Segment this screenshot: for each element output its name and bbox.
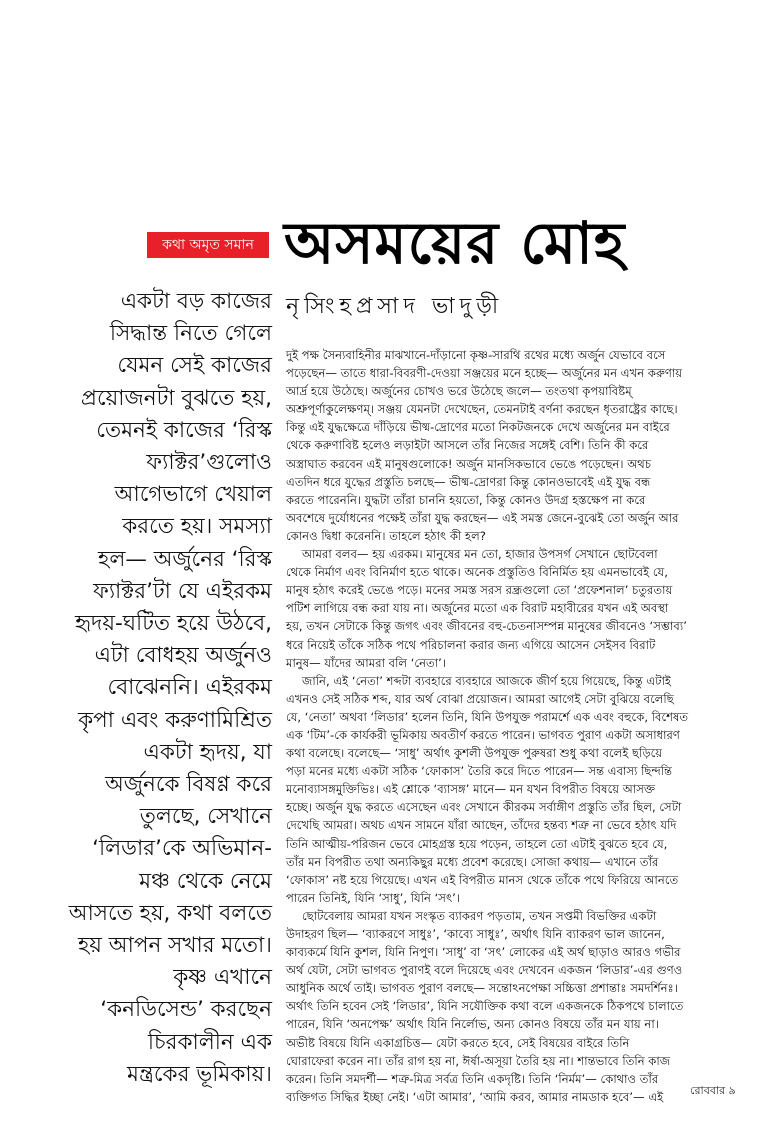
- pull-quote-line: আসতে হয়, কথা বলতে: [68, 900, 272, 926]
- body-text-line: পটিশ লাগিয়ে বন্ধ করা যায় না। অর্জুনের মতো এক বিরাট মহাবীরের যখন এই অবস্থা: [286, 601, 669, 616]
- body-text-line: করেন। তিনি সমদর্শী— শত্রু-মিত্র সর্বত্র তিনি একদৃষ্টি। তিনি ‘নির্মম’— কোথাও তাঁর: [286, 1071, 659, 1086]
- pull-quote-line: হল— অর্জুনের ‘রিস্ক: [98, 546, 272, 572]
- pull-quote-line: করতে হয়। সমস্যা: [122, 514, 272, 540]
- body-text-line: পড়া মনের মধ্যে একটা সঠিক ‘ফোকাস’ তৈরি করে দিতে পারেন— সন্ত এবাস্য ছিন্দন্তি: [286, 764, 673, 779]
- pull-quote-line: এটা বোধহয় অর্জুনও: [94, 643, 272, 669]
- body-text-line: ঘোরাফেরা করেন না। তাঁর রাগ হয় না, ঈর্ষা-অসূয়া তৈরি হয় না। শান্তভাবে তিনি কাজ: [286, 1053, 671, 1068]
- pull-quote-line: কৃষ্ণ এখানে: [173, 965, 272, 991]
- body-text-line: থেকে নির্মাণ এবং বিনির্মাণ হতে থাকে। অনেক প্রস্তুতিও বিনির্মিত হয় এমনভাবেই যে,: [286, 565, 668, 580]
- pull-quote-line: হয় আপন সখার মতো।: [78, 933, 272, 959]
- pull-quote-line: আগেভাগে খেয়াল: [114, 482, 272, 508]
- body-text-line: ‘ফোকাস’ নষ্ট হয়ে গিয়েছে। এখন এই বিপরীত মানস থেকে তাঁকে পথে ফিরিয়ে আনতে: [286, 872, 679, 887]
- body-text-line: কাব্যকর্মে যিনি কুশল, যিনি নিপুণ। ‘সাধু’ বা ‘সৎ’ লোকের এই অর্থ ছাড়াও আরও গভীর: [286, 945, 681, 960]
- section-tag: কথা অমৃত সমান: [147, 232, 269, 258]
- body-text-line: অবশেষে দুর্যোধনের পক্ষেই তাঁরা যুদ্ধ করছেন— এই সমস্ত জেনে-বুঝেই তো অর্জুন আর: [286, 510, 679, 525]
- author-byline: নৃসিংহপ্রসাদ ভাদুড়ী: [286, 294, 504, 319]
- pull-quote-line: ‘কনডিসেন্ড’ করছেন: [100, 997, 272, 1023]
- article-body: [286, 346, 748, 1106]
- body-text-line: পারেন তিনিই, যিনি ‘সাধু’, যিনি ‘সৎ’।: [286, 890, 460, 905]
- body-text-line: কিন্তু এই যুদ্ধক্ষেত্রে দাঁড়িয়ে ভীষ্ম-দ্রোণের মতো নিকটজনকে দেখে অর্জুনের মন বাইরে: [286, 420, 670, 435]
- article-title: অসময়ের মোহ: [284, 209, 626, 277]
- body-text-line: পারেন, যিনি ‘অনপেক্ষ’ অর্থাৎ যিনি নির্লোভ, অন্য কোনও বিষয়ে তাঁর মন যায় না।: [286, 1017, 659, 1032]
- body-text-line: দুই পক্ষ সৈন্যবাহিনীর মাঝখানে-দাঁড়ানো কৃষ্ণ-সারথি রথের মধ্যে অর্জুন যেভাবে বসে: [286, 348, 666, 362]
- body-text-line: অর্থাৎ তিনি হবেন সেই ‘লিডার’, যিনি সযৌক্তিক কথা বলে একজনকে ঠিকপথে চালাতে: [286, 999, 684, 1014]
- pull-quote-line: মঞ্চ থেকে নেমে: [139, 868, 272, 894]
- body-text-line: অশ্রুপূর্ণাকুলেক্ষণম্। সঞ্জয় যেমনটা দেখেছেন, তেমনটাই বর্ণনা করছেন ধৃতরাষ্ট্রের কাছে।: [286, 402, 678, 417]
- body-text-line: মানুষ— যাঁদের আমরা বলি ‘নেতা’।: [286, 655, 446, 670]
- body-text-line: ধরে নিয়েই তাঁকে সঠিক পথে পরিচালনা করার জন্য এগিয়ে আসেন সেইসব বিরাট: [286, 637, 656, 652]
- body-text-line: ছোটবেলায় আমরা যখন সংস্কৃত ব্যাকরণ পড়তাম, তখন সপ্তমী বিভক্তির একটা: [302, 908, 657, 923]
- body-text-line: এতদিন ধরে যুদ্ধের প্রস্তুতি চলছে— ভীষ্ম-দ্রোণরা কিন্তু কোনওভাবেই এই যুদ্ধ বন্ধ: [286, 474, 651, 489]
- body-text-line: যে, ‘নেতা’ অথবা ‘লিডার’ হলেন তিনি, যিনি উপযুক্ত পরামর্শে এক এবং বহুকে, বিশেষত: [286, 709, 689, 724]
- body-text-line: থেকে করুণাবিষ্ট হলেও লড়াইটা আসলে তাঁর নিজের সঙ্গেই বেশি। তিনি কী করে: [286, 438, 649, 453]
- body-text-line: অস্ত্রাঘাত করবেন এই মানুষগুলোকে! অর্জুন মানসিকভাবে ভেঙে পড়েছেন। অথচ: [286, 456, 652, 471]
- pull-quote-line: অর্জুনকে বিষণ্ণ করে: [105, 772, 272, 798]
- body-text-line: কোনও দ্বিধা করেননি। তাহলে হঠাৎ কী হল?: [286, 528, 486, 543]
- pull-quote-line: তেমনই কাজের ‘রিস্ক: [96, 417, 272, 443]
- body-text-line: মনোব্যাসঙ্গমুক্তিভিঃ। এই শ্লোকে ‘ব্যাসঙ্গ’ মানে— মন যখন বিপরীত বিষয়ে আসক্ত: [286, 782, 656, 797]
- pull-quote-line: একটা হৃদয়, যা: [143, 739, 272, 765]
- pull-quote-line: চিরকালীন এক: [147, 1029, 272, 1055]
- body-text-line: জানি, এই ‘নেতা’ শব্দটা ব্যবহারে ব্যবহারে আজকে জীর্ণ হয়ে গিয়েছে, কিন্তু এটাই: [302, 673, 671, 688]
- body-text-line: মানুষ হঠাৎ করেই ভেঙে পড়ে। মনের সমস্ত সরস রন্ধ্রগুলো তো ‘প্রফেশনাল’ চতুরতায়: [286, 583, 673, 598]
- pull-quote-line: সিদ্ধান্ত নিতে গেলে: [109, 321, 272, 347]
- body-text-line: পড়েছেন— তাতে ধারা-বিবরণী-দেওয়া সঞ্জয়ের মনে হচ্ছে— অর্জুনের মন এখন করুণায়: [286, 366, 683, 381]
- body-text-line: হচ্ছে। অর্জুন যুদ্ধ করতে এসেছেন এবং সেখানে কীরকম সর্বাঙ্গীণ প্রস্তুতি তাঁর ছিল, সেটা: [286, 800, 682, 815]
- body-text-line: এখনও সেই সঠিক শব্দ, যার অর্থ বোঝা প্রয়োজন। আমরা আগেই সেটা বুঝিয়ে বলেছি: [286, 691, 674, 706]
- pull-quote-line: যেমন সেই কাজের: [117, 353, 272, 379]
- pull-quote-line: ফ্যাক্টর’টা যে এইরকম: [93, 578, 272, 604]
- pull-quote: [40, 286, 272, 1091]
- body-text-line: করতে পারেননি। যুদ্ধটা তাঁরা চাননি হয়তো, কিন্তু কোনও উদগ্র হস্তক্ষেপ না করে: [286, 492, 646, 507]
- body-text-line: তিনি আত্মীয়-পরিজন ভেবে মোহগ্রস্ত হয়ে পড়েন, তাহলে তো এটাই বুঝতে হবে যে,: [286, 836, 668, 851]
- body-text-line: কথা বলেছে। বলেছে— ‘সাধু’ অর্থাৎ কুশলী উপযুক্ত পুরুষরা শুধু কথা বলেই ছড়িয়ে: [286, 746, 663, 761]
- body-text-line: ব্যক্তিগত সিদ্ধির ইচ্ছা নেই। ‘এটা আমার’, ‘আমি করব, আমার নামডাক হবে’— এই: [286, 1089, 664, 1104]
- body-text-line: অভীষ্ট বিষয়ে যিনি একাগ্রচিত্ত— যেটা করতে হবে, সেই বিষয়ের বাইরে তিনি: [286, 1035, 630, 1050]
- pull-quote-line: তুলছে, সেখানে: [139, 804, 272, 830]
- pull-quote-line: একটা বড় কাজের: [120, 289, 272, 314]
- body-text-line: আর্দ্র হয়ে উঠেছে। অর্জুনের চোখও ভরে উঠেছে জলে— তংতথা কৃপয়াবিষ্টম্: [286, 384, 632, 399]
- body-text-line: আমরা বলব— হয় এরকম। মানুষের মন তো, হাজার উপসর্গ সেখানে ছোটবেলা: [302, 547, 658, 562]
- body-text-line: দেখেছি আমরা। অথচ এখন সামনে যাঁরা আছেন, তাঁদের হন্তব্য শত্রু না ভেবে হঠাৎ যদি: [286, 818, 677, 833]
- body-text-line: তাঁর মন বিপরীত তথা অন্যকিছুর মধ্যে প্রবেশ করেছে। সোজা কথায়— এখানে তাঁর: [286, 854, 659, 869]
- page-folio: রোববার ৯: [690, 1084, 736, 1097]
- pull-quote-line: প্রয়োজনটা বুঝতে হয়,: [80, 385, 272, 411]
- body-text-line: উদাহরণ ছিল— ‘ব্যাকরণে সাধুঃ’, ‘কাব্যে সাধুঃ’, অর্থাৎ যিনি ব্যাকরণ ভাল জানেন,: [286, 927, 665, 941]
- pull-quote-line: মন্ত্রকের ভূমিকায়।: [127, 1061, 272, 1087]
- body-text-line: এক ‘টিম’-কে কার্যকরী ভূমিকায় অবতীর্ণ করতে পারেন। ভাগবত পুরাণ একটা অসাধারণ: [286, 727, 680, 742]
- pull-quote-line: ‘লিডার’কে অভিমান-: [92, 836, 272, 862]
- pull-quote-line: হৃদয়-ঘটিত হয়ে উঠবে,: [74, 611, 272, 637]
- pull-quote-line: ফ্যাক্টর’গুলোও: [146, 450, 272, 476]
- body-text-line: অর্থ যেটা, সেটা ভাগবত পুরাণই বলে দিয়েছে এবং দেখবেন একজন ‘লিডার’-এর গুণও: [286, 963, 683, 978]
- pull-quote-line: বোঝেননি। এইরকম: [107, 675, 272, 701]
- pull-quote-line: কৃপা এবং করুণামিশ্রিত: [78, 707, 272, 733]
- body-text-line: আধুনিক অর্থে তাই। ভাগবত পুরাণ বলছে— সন্তোঽনপেক্ষা সচ্চিত্তা প্রশান্তাঃ সমদর্শিনঃ।: [286, 981, 678, 996]
- body-text-line: হয়, তখন সেটাকে কিন্তু জগৎ এবং জীবনের বহু-চেতনাসম্পন্ন মানুষের জীবনেও ‘সম্ভাব্য’: [286, 619, 687, 634]
